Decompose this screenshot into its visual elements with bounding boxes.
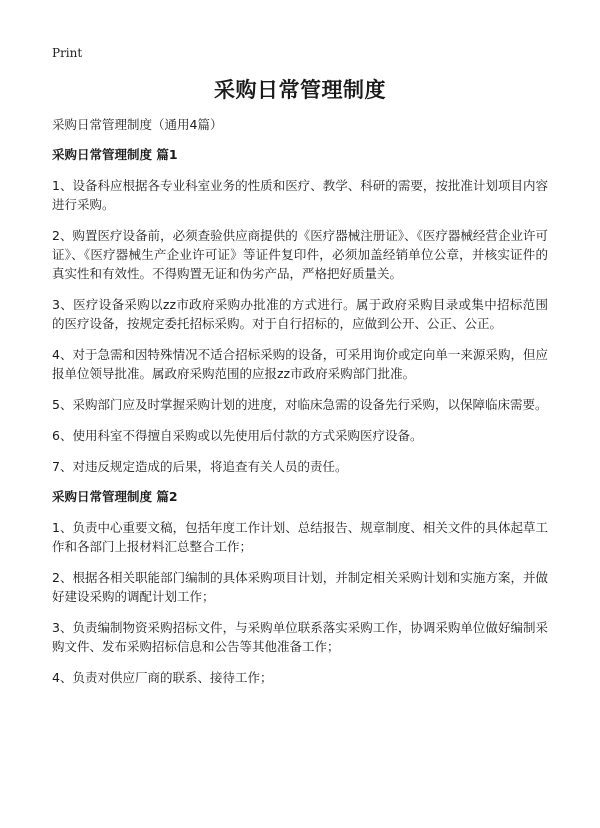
- paragraph: 1、负责中心重要文稿，包括年度工作计划、总结报告、规章制度、相关文件的具体起草工作和各部门上报材料汇总整合工作；: [52, 520, 548, 554]
- section-heading: 采购日常管理制度 篇1: [52, 147, 178, 162]
- paragraph: 7、对违反规定造成的后果，将追查有关人员的责任。: [52, 459, 348, 474]
- section-1: [52, 146, 548, 476]
- paragraph: 2、根据各相关职能部门编制的具体采购项目计划，并制定相关采购计划和实施方案，并做好建设采购的调配计划工作；: [52, 570, 548, 604]
- paragraph: 4、负责对供应厂商的联系、接待工作；: [52, 670, 273, 685]
- paragraph: 4、对于急需和因特殊情况不适合招标采购的设备，可采用询价或定向单一来源采购，但应报单位领导批准。属政府采购范围的应报zz市政府采购部门批准。: [52, 347, 548, 381]
- paragraph: 3、医疗设备采购以zz市政府采购办批准的方式进行。属于政府采购目录或集中招标范围的医疗设备，按规定委托招标采购。对于自行招标的，应做到公开、公正、公正。: [52, 297, 548, 331]
- paragraph: 3、负责编制物资采购招标文件，与采购单位联系落实采购工作，协调采购单位做好编制采购文件、发布采购招标信息和公告等其他准备工作；: [52, 620, 548, 654]
- paragraph: 6、使用科室不得擅自采购或以先使用后付款的方式采购医疗设备。: [52, 428, 423, 443]
- document-subtitle: 采购日常管理制度（通用4篇）: [52, 117, 223, 132]
- paragraph: 5、采购部门应及时掌握采购计划的进度，对临床急需的设备先行采购，以保障临床需要。: [52, 397, 548, 412]
- document-title: 采购日常管理制度: [214, 78, 386, 102]
- print-label: Print: [52, 46, 83, 60]
- paragraph: 1、设备科应根据各专业科室业务的性质和医疗、教学、科研的需要，按批准计划项目内容进行采购。: [52, 178, 548, 212]
- section-2: [52, 488, 548, 687]
- section-heading: 采购日常管理制度 篇2: [52, 489, 178, 504]
- paragraph: 2、购置医疗设备前，必须查验供应商提供的《医疗器械注册证》、《医疗器械经营企业许可证》、《医疗器械生产企业许可证》等证件复印件，必须加盖经销单位公章，并核实证件的真实性和有效性。不得购置无证和伪劣产品，严格把好质量关。: [52, 228, 548, 281]
